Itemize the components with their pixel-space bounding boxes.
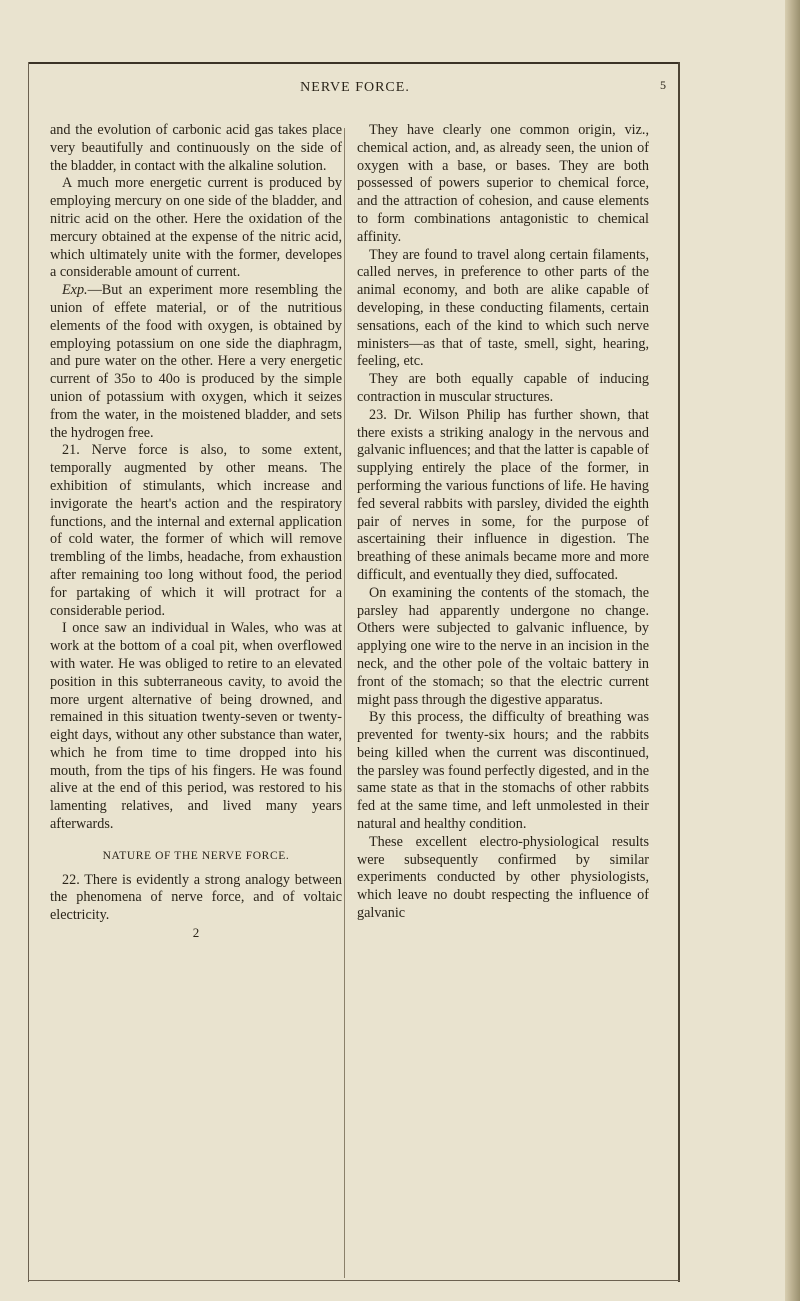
page-edge: [785, 0, 800, 1301]
frame-rule-left: [28, 62, 29, 1282]
paragraph: They are found to travel along certain filaments, called nerves, in preference to other parts of the animal economy, and both are alike capable of developing, in these conducting filaments, certain sensations, each of the kind to which such nerve ministers—as that of taste, smell, sight, hearing, feeling, etc.: [357, 246, 649, 370]
paragraph-lead: Exp.: [62, 282, 88, 299]
frame-rule-right: [678, 62, 680, 1282]
paragraph: On examining the contents of the stomach, the parsley had apparently undergone no change. Others were subjected to galvanic influence, by applying one wire to the nerve in an incision in the neck, and the other pole of the voltaic battery in front of the stomach; so that the electric current might pass through the digestive apparatus.: [357, 584, 649, 708]
paragraph: 22. There is evidently a strong analogy between the phenomena of nerve force, and of voltaic electricity.: [50, 871, 342, 924]
paragraph: They have clearly one common origin, viz., chemical action, and, as already seen, the union of oxygen with a base, or bases. They are both possessed of powers superior to chemical force, and the attraction of cohesion, and cause elements to form combinations antagonistic to chemical affinity.: [357, 122, 649, 245]
page-header: [40, 80, 670, 100]
section-heading: NATURE OF THE NERVE FORCE.: [102, 849, 290, 862]
running-title: NERVE FORCE.: [300, 80, 410, 95]
frame-rule-top: [28, 62, 680, 64]
paragraph: 23. Dr. Wilson Philip has further shown, that there exists a striking analogy in the nervous and galvanic influences; and that the latter is capable of supplying entirely the place of the former, in performing the various functions of life. He having fed several rabbits with parsley, divided the eighth pair of nerves in some, for the purpose of ascertaining their influence in digestion. The breathing of these animals became more and more difficult, and eventually they died, suffocated.: [357, 406, 649, 583]
left-column: [50, 122, 342, 940]
paragraph: 21. Nerve force is also, to some extent, temporally augmented by other means. The exhibition of stimulants, which increase and invigorate the heart's action and the respiratory functions, and the internal and external application of cold water, the former of which will remove trembling of the limbs, headache, from exhaustion after remaining too long without food, the period for partaking of which it will protract for a considerable period.: [50, 442, 342, 619]
signature-mark: 2: [192, 925, 200, 941]
paragraph: They are both equally capable of inducing contraction in muscular structures.: [357, 371, 649, 405]
paragraph: A much more energetic current is produced by employing mercury on one side of the bladder, and nitric acid on the other. Here the oxidation of the mercury obtained at the expense of the nitric acid, which ultimately unite with the former, developes a considerable amount of current.: [50, 175, 342, 281]
paragraph: I once saw an individual in Wales, who was at work at the bottom of a coal pit, when overflowed with water. He was obliged to retire to an elevated position in this subterraneous cavity, to avoid the more urgent alternative of being drowned, and remained in this situation twenty-seven or twenty-eight days, without any other substance than water, which he from time to time dropped into his mouth, from the tips of his fingers. He was found alive at the end of this period, was restored to his lamenting relatives, and lived many years afterwards.: [50, 620, 342, 833]
paragraph: These excellent electro-physiological results were subsequently confirmed by similar experiments conducted by other physiologists, which leave no doubt respecting the influence of galvanic: [357, 833, 649, 922]
paragraph: and the evolution of carbonic acid gas takes place very beautifully and continuously on the side of the bladder, in contact with the alkaline solution.: [50, 122, 342, 174]
paragraph: [50, 282, 342, 442]
column-divider: [344, 128, 345, 1278]
right-column: [357, 122, 649, 923]
paragraph-body: —But an experiment more resembling the union of effete material, or of the nutritious elements of the food with oxygen, is obtained by employing potassium on one side the diaphragm, and pure water on the other. Here a very energetic current of 35o to 40o is produced by the simple union of potassium with oxygen, which it seizes from the water, in the moistened bladder, and sets the hydrogen free.: [50, 282, 342, 441]
paragraph: By this process, the difficulty of breathing was prevented for twenty-six hours; and the rabbits being killed when the current was discontinued, the parsley was found perfectly digested, and in the same state as that in the stomachs of other rabbits fed at the same time, and left unmolested in their natural and healthy condition.: [357, 709, 649, 833]
frame-rule-bottom: [28, 1280, 680, 1281]
page-number: 5: [660, 78, 666, 92]
